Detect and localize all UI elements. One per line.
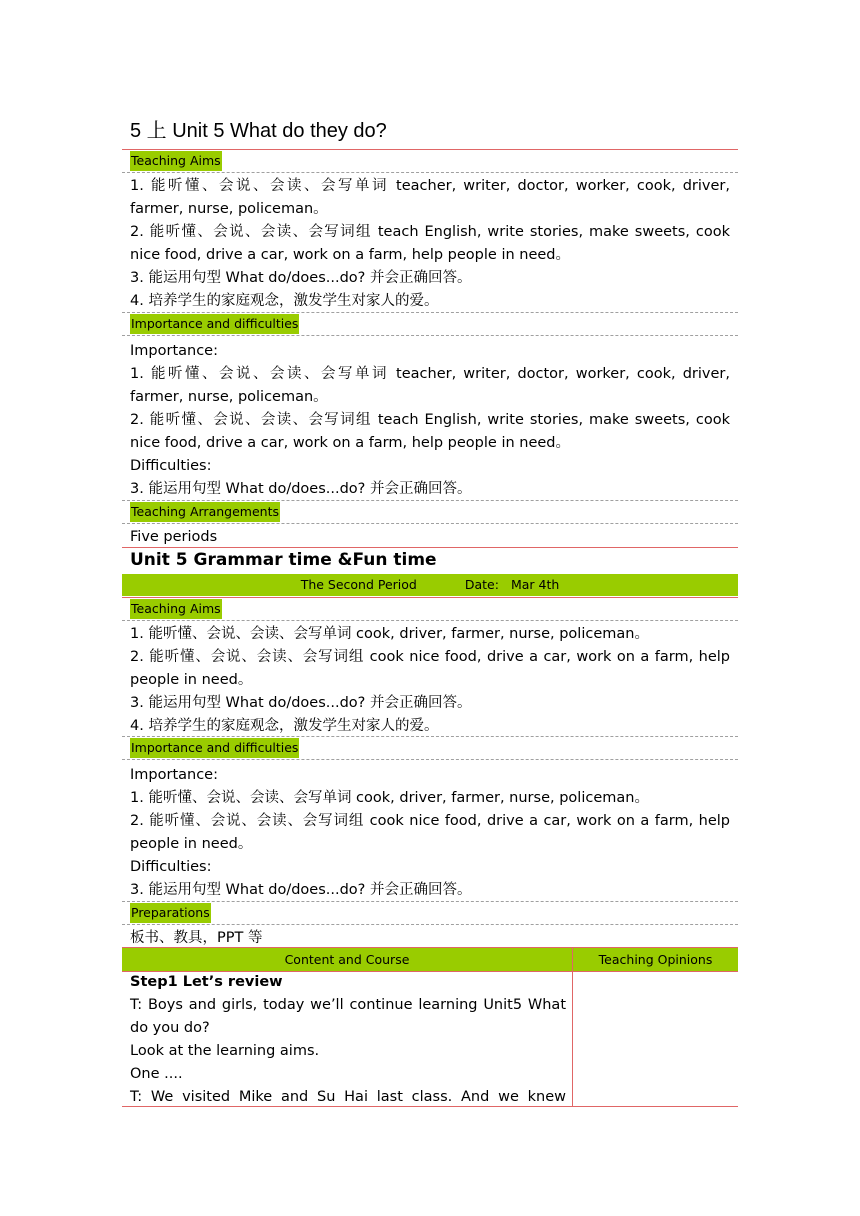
difficulties-label: Difficulties: xyxy=(130,458,212,474)
aim-item: 4. 培养学生的家庭观念，激发学生对家人的爱。 xyxy=(130,718,439,734)
period-bar xyxy=(122,574,738,596)
teaching-aims-list xyxy=(122,173,738,315)
importance-list xyxy=(122,760,738,904)
aim-item: 3. 能运用句型 What do/does...do? 并会正确回答。 xyxy=(130,270,472,286)
aim-item: 4. 培养学生的家庭观念，激发学生对家人的爱。 xyxy=(130,293,439,309)
teaching-aims-list xyxy=(122,621,738,740)
preparations-section xyxy=(122,901,738,952)
aim-item: 2. 能听懂、会说、会读、会写词组 teach English, write stories, make sweets, cook nice food, drive a car, work on a farm, help people in need。 xyxy=(130,224,730,263)
importance-tag: Importance and difficulties xyxy=(130,738,299,758)
aim-item: 1. 能听懂、会说、会读、会写单词 teacher, writer, doctor, worker, cook, driver, farmer, nurse, policeman。 xyxy=(130,178,730,217)
teaching-aims-tag: Teaching Aims xyxy=(130,599,222,619)
aim-item: 1. 能听懂、会说、会读、会写单词 cook, driver, farmer, nurse, policeman。 xyxy=(130,626,649,642)
teaching-aims-section-2 xyxy=(122,597,738,740)
content-course-header: Content and Course xyxy=(284,952,410,967)
importance-label: Importance: xyxy=(130,343,218,359)
aim-item: 3. 能运用句型 What do/does...do? 并会正确回答。 xyxy=(130,695,472,711)
preparations-tag: Preparations xyxy=(130,903,211,923)
preparations-text: 板书、教具，PPT 等 xyxy=(130,930,263,946)
content-course-cell xyxy=(130,971,566,1107)
page-title: 5 上 Unit 5 What do they do? xyxy=(130,120,387,142)
course-line: T: Boys and girls, today we’ll continue learning Unit5 What do you do? xyxy=(130,997,566,1036)
difficulties-item: 3. 能运用句型 What do/does...do? 并会正确回答。 xyxy=(130,481,472,497)
importance-item: 1. 能听懂、会说、会读、会写单词 teacher, writer, doctor, worker, cook, driver, farmer, nurse, policeman。 xyxy=(130,366,730,405)
date-label: Date: xyxy=(464,577,499,592)
importance-item: 2. 能听懂、会说、会读、会写词组 teach English, write stories, make sweets, cook nice food, drive a car, work on a farm, help people in need。 xyxy=(130,412,730,451)
teaching-opinions-header: Teaching Opinions xyxy=(598,952,713,967)
course-line: One .... xyxy=(130,1066,183,1082)
arrangements-tag: Teaching Arrangements xyxy=(130,502,280,522)
period-label: The Second Period xyxy=(300,577,417,592)
unit-heading: Unit 5 Grammar time &Fun time xyxy=(130,550,437,570)
importance-section-2 xyxy=(122,736,738,904)
course-line: Look at the learning aims. xyxy=(130,1043,320,1059)
course-table-header xyxy=(122,947,738,972)
difficulties-item: 3. 能运用句型 What do/does...do? 并会正确回答。 xyxy=(130,882,472,898)
importance-item: 2. 能听懂、会说、会读、会写词组 cook nice food, drive a car, work on a farm, help people in need。 xyxy=(130,813,730,852)
teaching-aims-tag: Teaching Aims xyxy=(130,151,222,171)
arrangements-section xyxy=(122,500,738,551)
importance-list xyxy=(122,336,738,503)
importance-item: 1. 能听懂、会说、会读、会写单词 cook, driver, farmer, nurse, policeman。 xyxy=(130,790,649,806)
importance-section xyxy=(122,312,738,503)
teaching-aims-section xyxy=(122,149,738,315)
course-line: T: We visited Mike and Su Hai last class. And we knew xyxy=(130,1089,566,1105)
importance-label: Importance: xyxy=(130,767,218,783)
arrangements-text: Five periods xyxy=(130,529,218,545)
step-title: Step1 Let’s review xyxy=(130,974,283,990)
aim-item: 2. 能听懂、会说、会读、会写词组 cook nice food, drive a car, work on a farm, help people in need。 xyxy=(130,649,730,688)
date-value: Mar 4th xyxy=(510,577,560,592)
difficulties-label: Difficulties: xyxy=(130,859,212,875)
importance-tag: Importance and difficulties xyxy=(130,314,299,334)
course-table-body xyxy=(122,971,738,1107)
section-divider xyxy=(122,547,738,548)
